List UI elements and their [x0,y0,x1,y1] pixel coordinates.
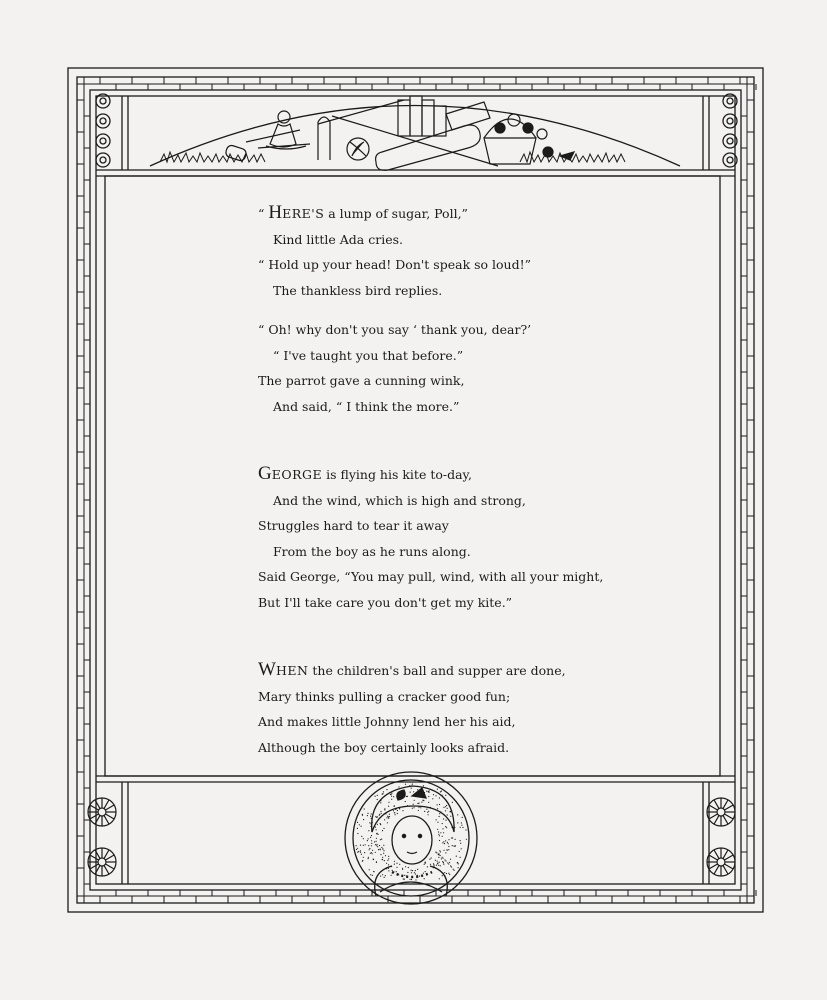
line-text: “ Oh! why don't you say ‘ thank you, dear?’ [258,322,532,337]
poem-line [258,539,698,565]
verse [258,200,698,419]
poem-line [258,200,698,227]
line-text: The parrot gave a cunning wink, [258,373,465,388]
verse [258,657,698,760]
opening-quote: “ [258,206,269,221]
poem-line [258,657,698,684]
small-caps-word: HEN [275,663,309,678]
poem-line [258,590,698,616]
poem-line [258,709,698,735]
small-caps-word: ERE'S [282,206,325,221]
top-illustration [160,96,625,170]
line-text: the children's ball and supper are done, [308,663,566,678]
line-text: Struggles hard to tear it away [258,518,449,533]
initial-capital: G [258,463,272,484]
line-text: And the wind, which is high and strong, [273,492,526,508]
poem-text-area [258,200,698,760]
poem-line [258,227,698,253]
poem-line [258,684,698,710]
poem-line [258,343,698,369]
stanza [258,461,698,615]
stanza [258,200,698,303]
line-text: Although the boy certainly looks afraid. [258,739,510,755]
poem-line [258,488,698,514]
verse [258,461,698,615]
line-text: a lump of sugar, Poll,” [324,206,468,221]
initial-capital: H [268,202,283,223]
poem-line [258,735,698,761]
line-text: And said, “ I think the more.” [273,398,460,414]
line-text: From the boy as he runs along. [273,543,471,559]
poem-line [258,564,698,590]
initial-capital: W [258,659,276,680]
line-text: Mary thinks pulling a cracker good fun; [258,688,511,704]
line-text: “ Hold up your head! Don't speak so loud!” [258,257,532,272]
line-text: Kind little Ada cries. [273,231,403,247]
poem-line [258,461,698,488]
poem-line [258,278,698,304]
poem-line [258,252,698,278]
poem-line [258,394,698,420]
line-text: And makes little Johnny lend her his aid, [258,714,516,729]
stanza [258,317,698,419]
small-caps-word: EORGE [271,467,323,482]
stanza [258,657,698,760]
poem-line [258,513,698,539]
poem-line [258,317,698,343]
line-text: “ I've taught you that before.” [273,347,464,363]
line-text: But I'll take care you don't get my kite.” [258,594,513,610]
line-text: is flying his kite to-day, [322,467,472,482]
line-text: The thankless bird replies. [273,282,443,298]
line-text: Said George, “You may pull, wind, with all your might, [258,569,604,584]
poem-line [258,368,698,394]
